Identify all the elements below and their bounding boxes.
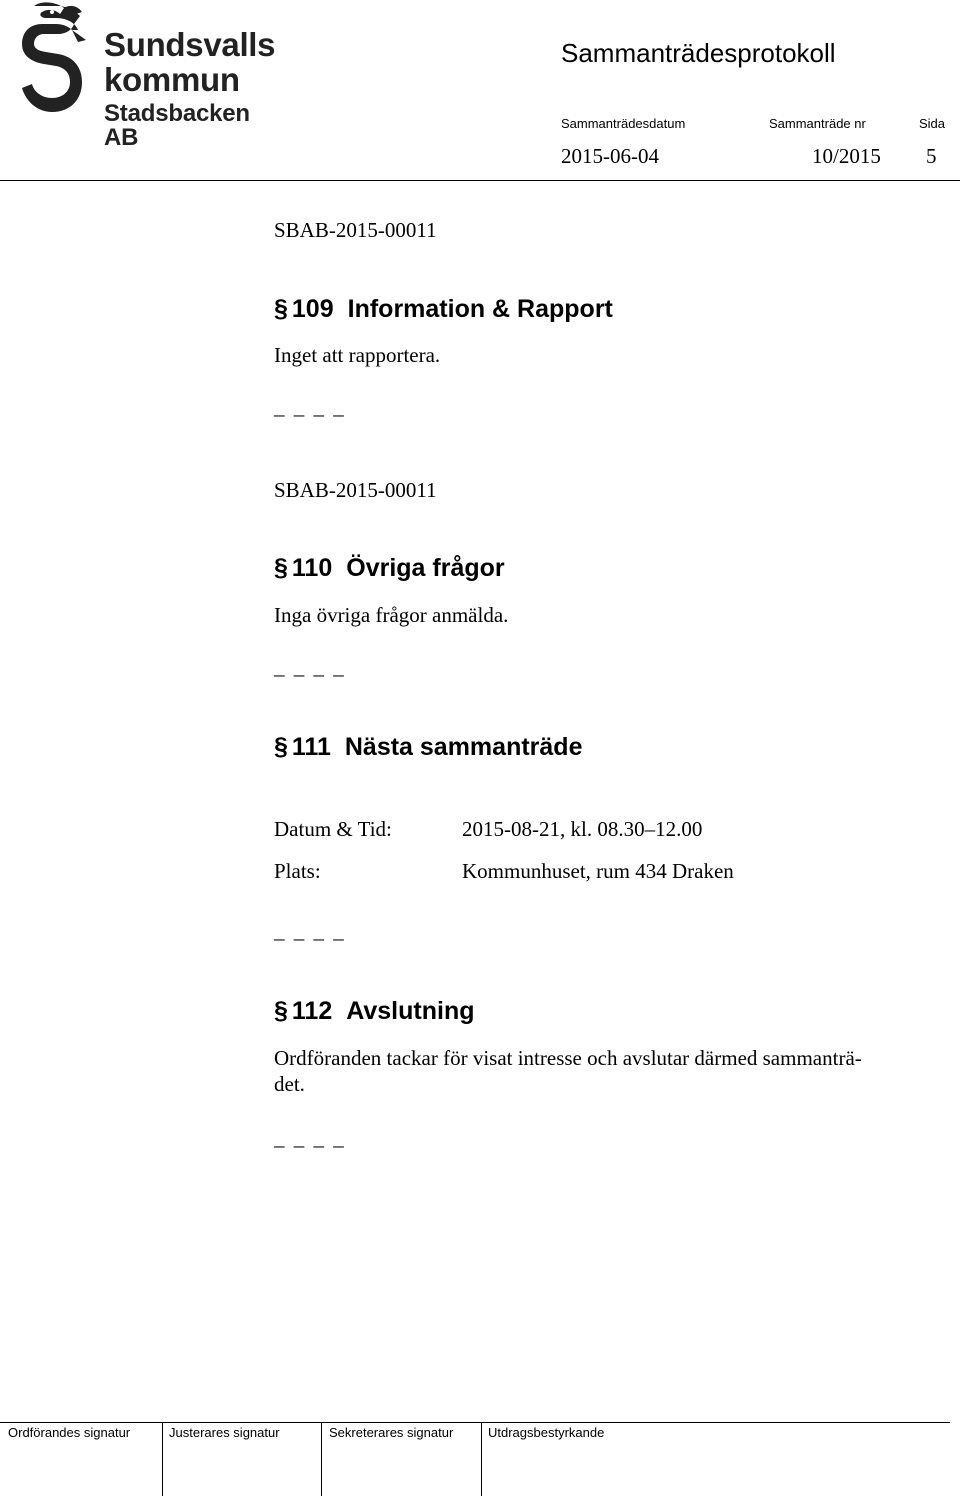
footer-cell-separator [321,1422,322,1496]
section-112-title: Avslutning [346,997,475,1025]
section-110-title: Övriga frågor [346,554,505,582]
meeting-date-label: Sammanträdesdatum [561,116,686,131]
section-111-number: 111 [291,733,331,761]
section-111-title: Nästa sammanträde [344,733,583,761]
section-110-separator: _ _ _ _ [274,655,346,679]
section-110-text: Inga övriga frågor anmälda. [274,603,509,627]
footer-cell-separator [162,1422,163,1496]
paragraph-symbol: § [274,554,288,582]
next-meeting-datetime-value: 2015-08-21, kl. 08.30–12.00 [462,817,703,841]
section-109-text: Inget att rapportera. [274,343,441,367]
section-109-reference: SBAB-2015-00011 [274,218,437,242]
section-112-text-line2: det. [274,1072,305,1096]
logo [12,0,276,151]
meeting-number-label: Sammanträde nr [769,116,866,131]
section-111-heading [274,733,582,762]
section-111-separator: _ _ _ _ [274,919,346,943]
section-109-number: 109 [291,295,334,323]
adjuster-signature-field: Justerares signatur [169,1425,280,1440]
footer-divider [0,1422,950,1423]
section-110-number: 110 [291,554,333,582]
logo-line-stadsbacken: Stadsbacken AB [104,100,250,151]
header-divider [0,180,960,181]
section-109-title: Information & Rapport [347,295,613,323]
next-meeting-datetime-label: Datum & Tid: [274,817,392,841]
section-109-separator: _ _ _ _ [274,395,346,419]
logo-line-kommun: kommun [104,61,240,98]
section-112-heading [274,997,475,1026]
secretary-signature-field: Sekreterares signatur [329,1425,454,1440]
page-number-value: 5 [926,144,937,168]
next-meeting-place-label: Plats: [274,859,321,883]
extract-certification-field: Utdragsbestyrkande [488,1425,605,1440]
meeting-date-value: 2015-06-04 [561,144,659,168]
section-112-number: 112 [291,997,333,1025]
paragraph-symbol: § [274,733,288,761]
next-meeting-place-value: Kommunhuset, rum 434 Draken [462,859,734,883]
page-label: Sida [919,116,946,131]
meeting-number-value: 10/2015 [812,144,881,168]
chairman-signature-field: Ordförandes signatur [8,1425,131,1440]
document-title: Sammanträdesprotokoll [561,38,836,68]
section-112-text-line1: Ordföranden tackar för visat intresse och avslutar därmed sammanträ- [274,1046,862,1070]
dragon-s-emblem-icon [12,0,92,125]
footer-cell-separator [481,1422,482,1496]
section-110-reference: SBAB-2015-00011 [274,478,437,502]
section-112-separator: _ _ _ _ [274,1126,346,1150]
logo-wordmark [104,28,275,150]
section-110-heading [274,554,505,583]
paragraph-symbol: § [274,997,288,1025]
section-109-heading [274,295,613,324]
paragraph-symbol: § [274,295,288,323]
logo-line-sundsvalls: Sundsvalls [104,26,276,63]
